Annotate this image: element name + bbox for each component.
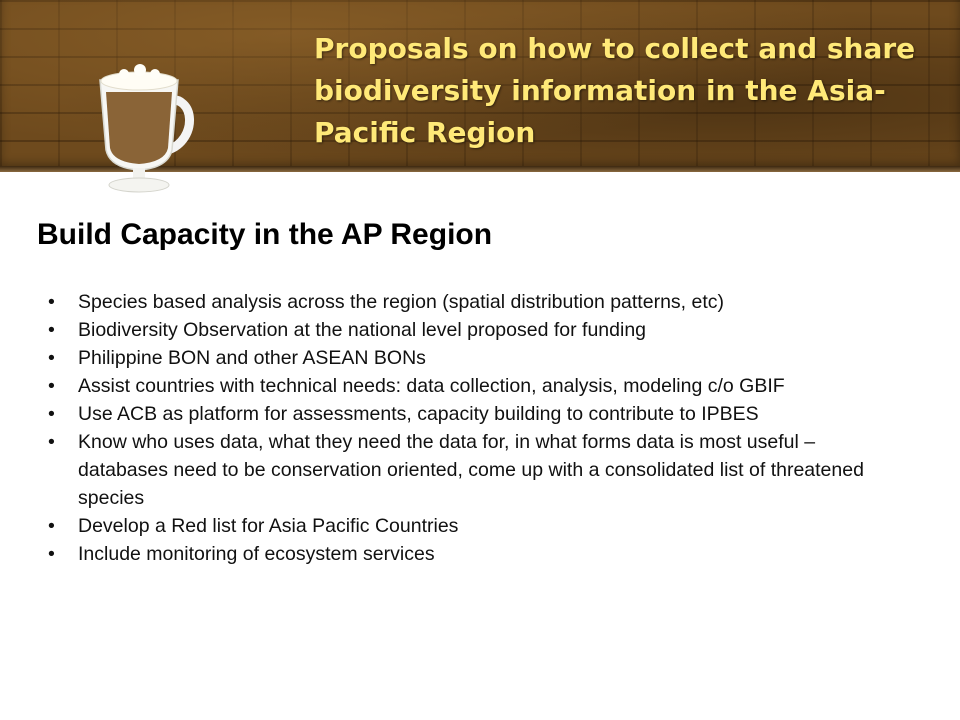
bullet-item bbox=[48, 288, 908, 316]
bullet-dot: • bbox=[48, 431, 55, 453]
bullet-item bbox=[48, 540, 908, 568]
bullet-text: Develop a Red list for Asia Pacific Countries bbox=[78, 515, 459, 537]
bullet-text: Know who uses data, what they need the data for, in what forms data is most useful – databases need to be conservation oriented, come up with a consolidated list of threatened species bbox=[78, 431, 864, 509]
bullet-item bbox=[48, 372, 908, 400]
bullet-item bbox=[48, 512, 908, 540]
bullet-dot: • bbox=[48, 403, 55, 425]
bullet-dot: • bbox=[48, 515, 55, 537]
bullet-dot: • bbox=[48, 543, 55, 565]
bullet-text: Philippine BON and other ASEAN BONs bbox=[78, 347, 426, 369]
bullet-dot: • bbox=[48, 347, 55, 369]
bullet-dot: • bbox=[48, 291, 55, 313]
bullet-text: Species based analysis across the region (spatial distribution patterns, etc) bbox=[78, 291, 725, 313]
bullet-text: Include monitoring of ecosystem services bbox=[78, 543, 435, 565]
bullet-item bbox=[48, 428, 908, 512]
coffee-mug-icon bbox=[88, 50, 208, 195]
section-heading: Build Capacity in the AP Region bbox=[37, 218, 493, 251]
bullet-dot: • bbox=[48, 375, 55, 397]
bullet-item bbox=[48, 400, 908, 428]
bullet-text: Biodiversity Observation at the national level proposed for funding bbox=[78, 319, 647, 341]
bullet-item bbox=[48, 316, 908, 344]
bullet-list bbox=[48, 288, 908, 568]
bullet-text: Assist countries with technical needs: data collection, analysis, modeling c/o GBIF bbox=[78, 375, 785, 397]
bullet-item bbox=[48, 344, 908, 372]
bullet-dot: • bbox=[48, 319, 55, 341]
slide-title: Proposals on how to collect and share biodiversity information in the Asia-Pacific Region bbox=[314, 32, 916, 149]
bullet-text: Use ACB as platform for assessments, capacity building to contribute to IPBES bbox=[78, 403, 759, 425]
